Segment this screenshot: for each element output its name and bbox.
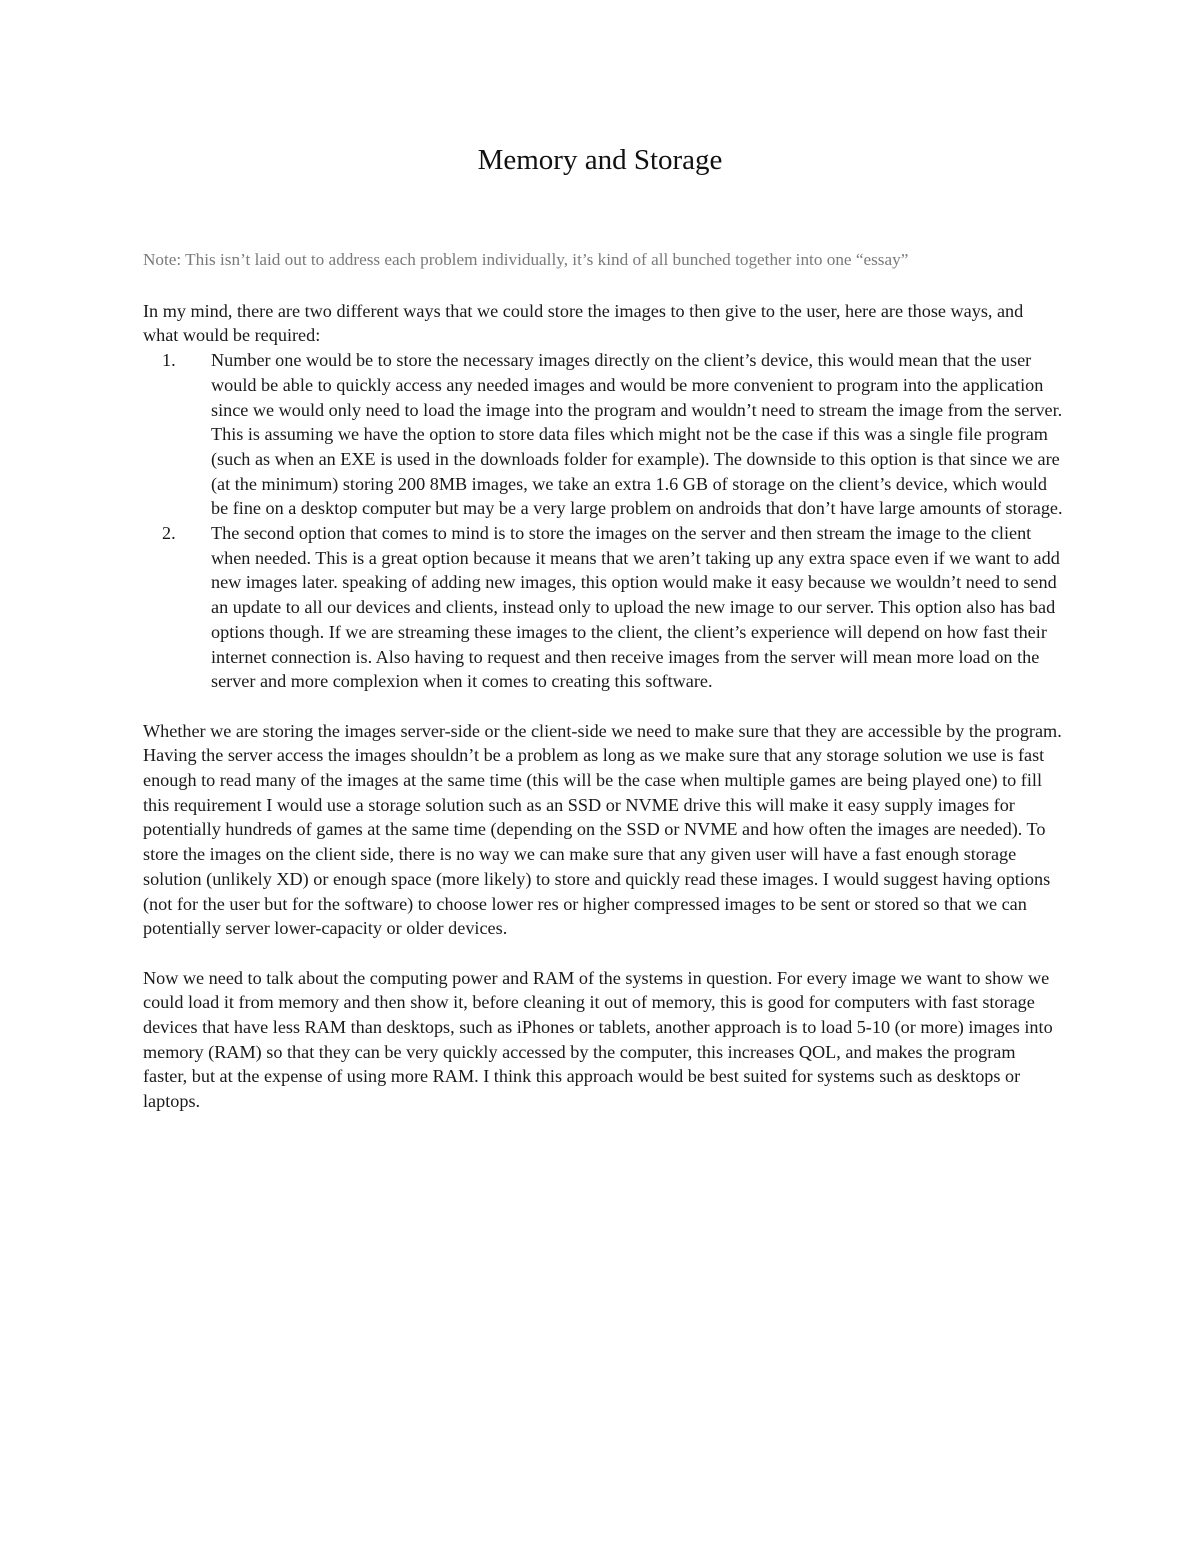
document-body — [143, 248, 1063, 1114]
list-item-text: Number one would be to store the necessary images directly on the client’s device, this would mean that the user would be able to quickly access any needed images and would be more convenient to program into the application since we would only need to load the image into the program and wouldn’t need to stream the image from the server. This is assuming we have the option to store data files which might not be the case if this was a single file program (such as when an EXE is used in the downloads folder for example). The downside to this option is that since we are (at the minimum) storing 200 8MB images, we take an extra 1.6 GB of storage on the client’s device, which would be fine on a desktop computer but may be a very large problem on androids that don’t have large amounts of storage. — [211, 350, 1063, 519]
note-text: Note: This isn’t laid out to address each problem individually, it’s kind of all bunched together into one “essay” — [143, 250, 909, 269]
list-item — [143, 348, 1063, 521]
storage-paragraph: Whether we are storing the images server-side or the client-side we need to make sure that they are accessible by the program. Having the server access the images shouldn’t be a problem as long as we make sure that any storage solution we use is fast enough to read many of the images at the same time (this will be the case when multiple games are being played one) to fill this requirement I would use a storage solution such as an SSD or NVME drive this will make it easy supply images for potentially hundreds of games at the same time (depending on the SSD or NVME and how often the images are needed). To store the images on the client side, there is no way we can make sure that any given user will have a fast enough storage solution (unlikely XD) or enough space (more likely) to store and quickly read these images. I would suggest having options (not for the user but for the software) to choose lower res or higher compressed images to be sent or stored so that we can potentially server lower-capacity or older devices. — [143, 720, 1062, 939]
ram-paragraph: Now we need to talk about the computing power and RAM of the systems in question. For every image we want to show we could load it from memory and then show it, before cleaning it out of memory, this is good for computers with fast storage devices that have less RAM than desktops, such as iPhones or tablets, another approach is to load 5-10 (or more) images into memory (RAM) so that they can be very quickly accessed by the computer, this increases QOL, and makes the program faster, but at the expense of using more RAM. I think this approach would be best suited for systems such as desktops or laptops. — [143, 967, 1053, 1112]
list-item-number: 2. — [162, 523, 176, 544]
intro-paragraph: In my mind, there are two different ways that we could store the images to then give to the user, here are those ways, and what would be required: — [143, 300, 1024, 346]
paragraph-spacer — [143, 941, 1063, 966]
list-item-text: The second option that comes to mind is to store the images on the server and then stream the image to the client when needed. This is a great option because it means that we aren’t taking up any extra space even if we want to add new images later. speaking of adding new images, this option would make it easy because we wouldn’t need to send an update to all our devices and clients, instead only to upload the new image to our server. This option also has bad options though. If we are streaming these images to the client, the client’s experience will depend on how fast their internet connection is. Also having to request and then receive images from the server will mean more load on the server and more complexion when it comes to creating this software. — [211, 523, 1060, 692]
options-list — [143, 348, 1063, 694]
paragraph-spacer — [143, 694, 1063, 719]
list-item-number: 1. — [162, 350, 176, 371]
list-item — [143, 521, 1063, 694]
document-title: Memory and Storage — [477, 144, 723, 176]
